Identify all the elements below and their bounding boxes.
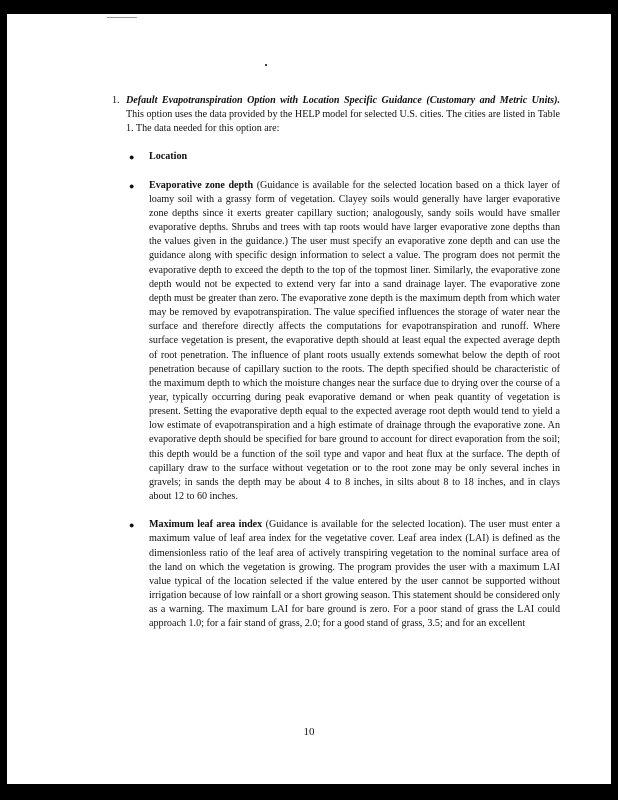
- scan-artifact: [107, 17, 137, 18]
- page-number: 10: [303, 726, 315, 738]
- bullet-icon: ●: [129, 180, 135, 191]
- list-item-location: [129, 150, 560, 164]
- document-body: [112, 94, 560, 645]
- list-item-term: Maximum leaf area index: [149, 519, 263, 531]
- bullet-icon: ●: [129, 152, 135, 163]
- list-item-text: (Guidance is available for the selected location based on a thick layer of loamy soil with a grassy form of vegetation. Clayey soils would generally have larger evaporative zone depths since it exerts greater capillary suction; analogously, sandy soils would have smaller evaporative depths. Shrubs and trees with tap roots would have larger evaporative zone depths than the values given in the guidance.) The user must specify an evaporative zone depth and can use the guidance along with specific design information to select a value. The program does not permit the evaporative depth to exceed the depth to the top of the topmost liner. Similarly, the evaporative zone depth would not be expected to extend very far into a sand drainage layer. The evaporative zone depth must be greater than zero. The evaporative zone depth is the maximum depth from which water may be removed by evapotranspiration. The value specified influences the storage of water near the surface and therefore directly affects the computations for evapotranspiration and runoff. Where surface vegetation is present, the evaporative depth should at least equal the expected average depth of root penetration. The influence of plant roots usually extends somewhat below the depth of root penetration because of capillary suction to the roots. The depth specified should be characteristic of the maximum depth to which the moisture changes near the surface due to drying over the course of a year, typically occurring during peak evaporative demand or when peak quantity of vegetation is present. Setting the evaporative depth equal to the expected average root depth would tend to yield a low estimate of evapotranspiration and a high estimate of drainage through the evaporative zone. An evaporative depth should be specified for bare ground to account for direct evaporation from the soil; this depth would be a function of the soil type and vapor and heat flux at the surface. The depth of capillary draw to the surface without vegetation or to the root zone may be only several inches in gravels; in sands the depth may be about 4 to 8 inches, in silts about 8 to 18 inches, and in clays about 12 to 60 inches.: [149, 179, 560, 503]
- list-item-evaporative-zone-depth: [129, 179, 560, 505]
- document-page: [7, 14, 611, 784]
- list-item-text: (Guidance is available for the selected location). The user must enter a maximum value of leaf area index for the vegetative cover. Leaf area index (LAI) is defined as the dimensionless ratio of the leaf area of actively transpiring vegetation to the nominal surface area of the land on which the vegetation is growing. The program provides the user with a maximum LAI value typical of the location selected if the value entered by the user cannot be supported without irrigation because of low rainfall or a short growing season. This statement should be considered only as a warning. The maximum LAI for bare ground is zero. For a poor stand of grass the LAI could approach 1.0; for a fair stand of grass, 2.0; for a good stand of grass, 3.5; and for an excellent: [149, 519, 560, 630]
- requirements-list: [112, 150, 560, 631]
- item-number: 1.: [112, 95, 120, 106]
- list-item-term: Location: [149, 151, 188, 163]
- list-item-maximum-leaf-area-index: [129, 518, 560, 631]
- list-item-term: Evaporative zone depth: [149, 179, 254, 191]
- item-title: Default Evapotranspiration Option with Location Specific Guidance (Customary and Metric Units).: [126, 95, 560, 106]
- bullet-icon: ●: [129, 520, 135, 531]
- scan-artifact-dot: [265, 64, 267, 66]
- numbered-item: [112, 94, 560, 136]
- item-intro: This option uses the data provided by the HELP model for selected U.S. cities. The cities are listed in Table 1. The data needed for this option are:: [126, 109, 560, 135]
